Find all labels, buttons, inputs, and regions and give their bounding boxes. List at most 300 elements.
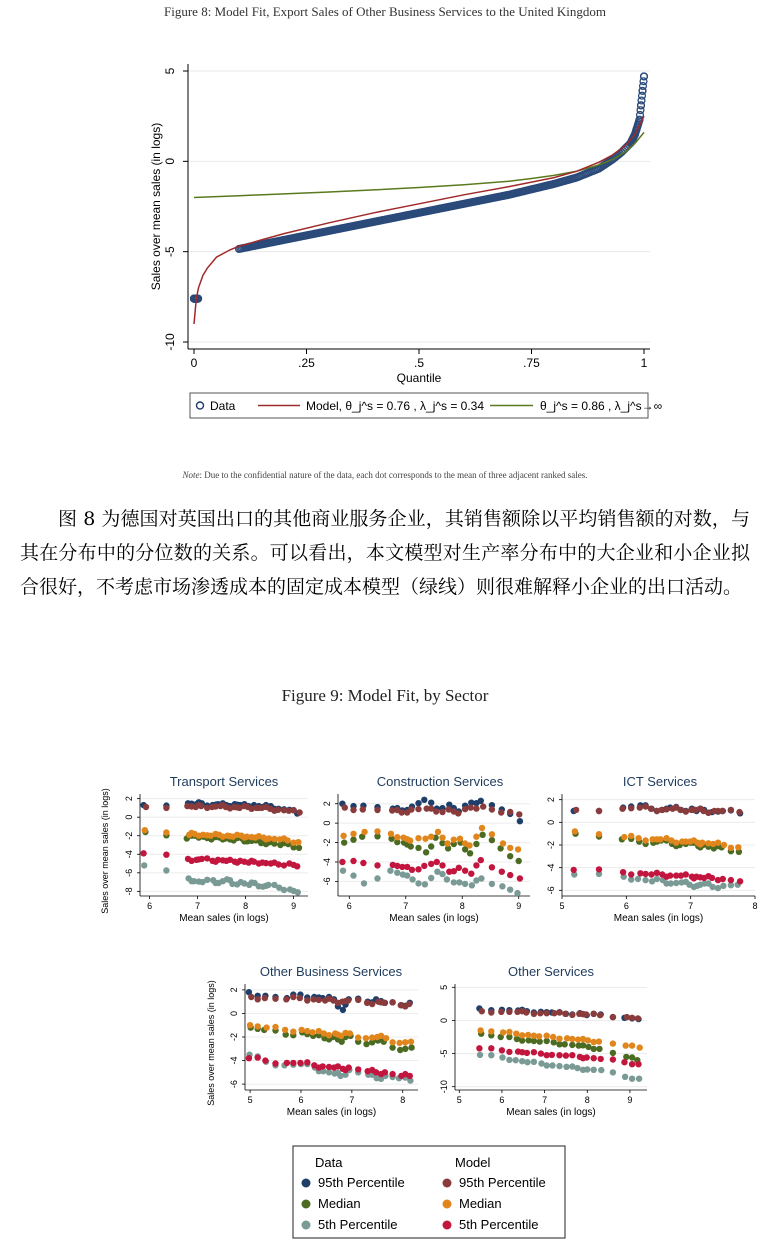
model-median-point xyxy=(544,1033,550,1039)
legend9-model-95-label: 95th Percentile xyxy=(459,1175,546,1190)
y-tick-label: -5 xyxy=(163,246,177,258)
model-95-point xyxy=(498,809,504,815)
model-median-point xyxy=(629,1042,635,1048)
model-median-point xyxy=(515,846,521,852)
model-5-point xyxy=(499,869,505,875)
y-tick-label: -10 xyxy=(439,1080,449,1094)
model-median-point xyxy=(519,1032,525,1038)
figure-8-chart xyxy=(0,0,770,460)
model-95-point xyxy=(488,1009,494,1015)
data-5-point xyxy=(387,868,393,874)
data-5-point xyxy=(478,875,484,881)
data-5-point xyxy=(451,879,457,885)
note-text: : Due to the confidential nature of the data, each dot corresponds to the mean of three adjacent ranked sales. xyxy=(199,470,588,480)
model-median-point xyxy=(309,1029,315,1035)
model-95-point xyxy=(637,804,643,810)
model-5-point xyxy=(468,871,474,877)
model-5-point xyxy=(320,1063,326,1069)
x-tick-label: 9 xyxy=(627,1095,633,1105)
sector-panel xyxy=(546,774,758,924)
x-tick-label: 8 xyxy=(243,901,249,911)
panel-title: Construction Services xyxy=(376,774,504,789)
data-5-point xyxy=(622,1074,628,1080)
y-tick-label: 0 xyxy=(163,157,177,165)
legend9-data-median-label: Median xyxy=(318,1196,361,1211)
data-5-point xyxy=(444,876,450,882)
model-95-point xyxy=(381,1000,387,1006)
model-median-point xyxy=(735,844,741,850)
model-5-point xyxy=(346,1064,352,1070)
model-95-point xyxy=(248,994,254,1000)
model-median-point xyxy=(715,840,721,846)
model-95-point xyxy=(480,803,486,809)
model-5-point xyxy=(596,866,602,872)
model-5-point xyxy=(654,870,660,876)
x-axis-label: Mean sales (in logs) xyxy=(613,913,704,924)
model-median-point xyxy=(350,831,356,837)
y-axis-label: Sales over mean sales (in logs) xyxy=(149,122,163,291)
y-tick-label: 0 xyxy=(322,820,332,826)
model-5-point xyxy=(709,875,715,881)
model-5-point xyxy=(571,867,577,873)
model-median-point xyxy=(394,834,400,840)
model-median-point xyxy=(477,1027,483,1033)
model-median-point xyxy=(272,1024,278,1030)
figure-9-chart xyxy=(0,760,770,1248)
x-tick-label: 9 xyxy=(291,901,297,911)
data-5-point xyxy=(163,867,169,873)
y-tick-label: -6 xyxy=(229,1080,239,1089)
model-median-point xyxy=(284,837,290,843)
model-95-point xyxy=(523,1009,529,1015)
model-95-point xyxy=(705,810,711,816)
data-median-point xyxy=(610,1050,616,1056)
model-median-point xyxy=(466,842,472,848)
model-median-point xyxy=(628,833,634,839)
model-median-point xyxy=(326,1032,332,1038)
data-median-point xyxy=(516,858,522,864)
model-95-point xyxy=(562,1011,568,1017)
figure-8-title: Figure 8: Model Fit, Export Sales of Other Business Services to the United Kingdom xyxy=(164,4,606,19)
model-5-point xyxy=(339,859,345,865)
sector-panel xyxy=(439,964,647,1118)
x-axis-label: Quantile xyxy=(396,371,442,385)
model-median-point xyxy=(435,829,441,835)
y-tick-label: -4 xyxy=(546,863,556,872)
model-median-point xyxy=(507,845,513,851)
x-tick-label: 7 xyxy=(688,901,694,911)
figure-9-panels xyxy=(100,774,758,1118)
model-95-point xyxy=(489,806,495,812)
model-5-point xyxy=(524,1050,530,1056)
note-label: Note xyxy=(182,470,200,480)
model-5-point xyxy=(360,860,366,866)
x-tick-label: 9 xyxy=(516,901,522,911)
model-95-point xyxy=(439,809,445,815)
model-95-point xyxy=(736,809,742,815)
model-95-point xyxy=(462,806,468,812)
y-tick-label: 2 xyxy=(229,987,239,993)
data-median-point xyxy=(569,1042,575,1048)
data-median-point xyxy=(591,1046,597,1052)
model-95-point xyxy=(262,995,268,1001)
x-tick-label: 6 xyxy=(623,901,629,911)
model-95-point xyxy=(406,1001,412,1007)
data-median-point xyxy=(596,1046,602,1052)
figure-9-legend xyxy=(293,1146,565,1238)
model-95-point xyxy=(610,1014,616,1020)
model-95-point xyxy=(663,806,669,812)
model-median-point xyxy=(255,1023,261,1029)
model-median-point xyxy=(439,835,445,841)
model-median-point xyxy=(489,831,495,837)
data-5-point xyxy=(507,887,513,893)
model-5-point xyxy=(294,863,300,869)
model-median-point xyxy=(596,831,602,837)
legend9-model-header: Model xyxy=(455,1155,491,1170)
data-median-point xyxy=(408,1044,414,1050)
data-5-point xyxy=(549,1062,555,1068)
model-5-point xyxy=(262,1057,268,1063)
model-5-point xyxy=(415,866,421,872)
model-95-point xyxy=(255,996,261,1002)
model-median-point xyxy=(637,1044,643,1050)
model-5-point xyxy=(598,1056,604,1062)
model-median-point xyxy=(444,840,450,846)
model-median-point xyxy=(657,836,663,842)
model-95-point xyxy=(683,808,689,814)
model-median-point xyxy=(298,1027,304,1033)
model-95-point xyxy=(648,806,654,812)
chinese-paragraph: 图 8 为德国对英国出口的其他商业服务企业，其销售额除以平均销售额的对数，与其在分布中的分位数的关系。可以看出，本文模型对生产率分布中的大企业和小企业拟合很好，不考虑市场渗透成本的固定成本模型（绿线）则很难解释小企业的出口活动。 xyxy=(20,508,750,598)
data-5-point xyxy=(720,883,726,889)
model-95-point xyxy=(506,1009,512,1015)
model-95-point xyxy=(479,1008,485,1014)
data-5-point xyxy=(574,1065,580,1071)
model-95-point xyxy=(355,997,361,1003)
data-5-point xyxy=(409,876,415,882)
data-5-point xyxy=(544,1062,550,1068)
data-5-point xyxy=(422,881,428,887)
model-median-point xyxy=(290,1029,296,1035)
y-tick-label: 0 xyxy=(229,1010,239,1016)
y-tick-label: -6 xyxy=(546,886,556,895)
x-axis-label: Mean sales (in logs) xyxy=(179,913,269,924)
legend-model-label: Model, θ_j^s = 0.76 , λ_j^s = 0.34 xyxy=(306,399,485,413)
x-axis-label: Mean sales (in logs) xyxy=(389,913,479,924)
x-tick-label: 1 xyxy=(640,356,648,370)
model-95-point xyxy=(296,809,302,815)
data-5-point xyxy=(513,1057,519,1063)
data-median-point xyxy=(428,843,434,849)
data-5-point xyxy=(295,889,301,895)
model-95-point xyxy=(297,995,303,1001)
model-95-point xyxy=(468,804,474,810)
model-median-point xyxy=(415,835,421,841)
model-5-point xyxy=(621,1059,627,1065)
data-5-point xyxy=(204,877,210,883)
data-median-point xyxy=(423,849,429,855)
model-5-point xyxy=(421,863,427,869)
model-5-point xyxy=(489,864,495,870)
model-median-point xyxy=(396,1040,402,1046)
x-tick-label: 8 xyxy=(459,901,465,911)
x-tick-label: 8 xyxy=(584,1095,590,1105)
model-median-point xyxy=(596,1038,602,1044)
model-median-point xyxy=(536,1033,542,1039)
model-95-point xyxy=(415,806,421,812)
data-median-point xyxy=(408,843,414,849)
model-median-point xyxy=(402,1039,408,1045)
model-5-point xyxy=(304,1059,310,1065)
model-5-point xyxy=(563,1052,569,1058)
data-5-point xyxy=(673,880,679,886)
model-5-point xyxy=(290,1060,296,1066)
model-5-point xyxy=(389,1071,395,1077)
model-median-point xyxy=(479,825,485,831)
model-5-point xyxy=(284,1060,290,1066)
model-median-point xyxy=(247,1022,253,1028)
data-95-point xyxy=(517,818,523,824)
data-5-point xyxy=(563,1064,569,1070)
model-95-point xyxy=(719,808,725,814)
data-5-point xyxy=(428,875,434,881)
model-5-point xyxy=(728,877,734,883)
model-median-point xyxy=(506,1029,512,1035)
data-median-point xyxy=(473,841,479,847)
model-median-point xyxy=(422,836,428,842)
y-tick-label: 0 xyxy=(124,814,134,820)
model-5-point xyxy=(350,858,356,864)
y-axis-label: Sales over mean sales (in logs) xyxy=(100,788,110,914)
model-median-point xyxy=(556,1036,562,1042)
y-tick-label: -10 xyxy=(163,333,177,351)
model-5-point xyxy=(297,1060,303,1066)
data-5-point xyxy=(404,872,410,878)
y-tick-label: -2 xyxy=(322,838,332,847)
model-median-point xyxy=(610,1040,616,1046)
x-tick-label: 6 xyxy=(346,901,352,911)
data-5-point xyxy=(610,1069,616,1075)
model-95-point xyxy=(350,807,356,813)
model-95-point xyxy=(573,807,579,813)
x-tick-label: 7 xyxy=(542,1095,548,1105)
data-5-point xyxy=(499,1054,505,1060)
model-95-point xyxy=(544,1010,550,1016)
model-median-point xyxy=(635,835,641,841)
model-95-point xyxy=(629,1015,635,1021)
y-tick-label: -2 xyxy=(124,831,134,840)
model-median-point xyxy=(728,845,734,851)
model-median-point xyxy=(407,837,413,843)
model-5-point xyxy=(556,1052,562,1058)
y-tick-label: 0 xyxy=(439,1017,449,1023)
data-5-point xyxy=(709,884,715,890)
x-tick-label: 7 xyxy=(349,1095,355,1105)
data-5-point xyxy=(415,880,421,886)
model-median-point xyxy=(525,1032,531,1038)
x-axis-label: Mean sales (in logs) xyxy=(506,1107,596,1118)
data-5-point xyxy=(281,887,287,893)
model-median-point xyxy=(569,1036,575,1042)
y-tick-label: -8 xyxy=(124,887,134,896)
model-median-point xyxy=(500,1029,506,1035)
model-median-point xyxy=(699,840,705,846)
model-5-point xyxy=(591,1055,597,1061)
legend9-data-header: Data xyxy=(315,1155,343,1170)
x-tick-label: 8 xyxy=(400,1095,406,1105)
model-5-point xyxy=(629,1061,635,1067)
model-median-point xyxy=(163,829,169,835)
x-tick-label: 5 xyxy=(559,901,565,911)
panel-title: Other Services xyxy=(508,964,594,979)
model-median-point xyxy=(282,1027,288,1033)
legend9-data-5-marker xyxy=(302,1221,311,1230)
legend9-model-median-label: Median xyxy=(459,1196,502,1211)
model-95-point xyxy=(143,804,149,810)
model-5-point xyxy=(642,871,648,877)
x-tick-label: 7 xyxy=(403,901,409,911)
data-5-point xyxy=(636,1076,642,1082)
data-median-point xyxy=(479,832,485,838)
y-tick-label: -2 xyxy=(229,1032,239,1042)
data-5-point xyxy=(456,879,462,885)
model-95-point xyxy=(635,1015,641,1021)
x-tick-label: 6 xyxy=(298,1095,304,1105)
data-median-point xyxy=(350,837,356,843)
model-95-point xyxy=(275,807,281,813)
model-95-point xyxy=(374,807,380,813)
model-5-point xyxy=(610,1056,616,1062)
model-5-point xyxy=(272,1060,278,1066)
y-tick-label: -4 xyxy=(322,857,332,867)
x-axis-label: Mean sales (in logs) xyxy=(286,1107,377,1118)
data-median-point xyxy=(562,1041,568,1047)
data-median-point xyxy=(415,845,421,851)
model-95-point xyxy=(369,1001,375,1007)
data-5-point xyxy=(477,1052,483,1058)
model-5-point xyxy=(538,1050,544,1056)
data-median-point xyxy=(489,837,495,843)
model-95-point xyxy=(389,999,395,1005)
model-95-point xyxy=(556,1009,562,1015)
model-95-point xyxy=(531,1011,537,1017)
model-95-point xyxy=(537,1010,543,1016)
data-5-point xyxy=(469,882,475,888)
model-5-point xyxy=(409,867,415,873)
data-95-point xyxy=(415,800,421,806)
model-95-point xyxy=(677,807,683,813)
model-95-point xyxy=(473,805,479,811)
model-5-point xyxy=(140,850,146,856)
model-median-point xyxy=(142,827,148,833)
data-5-point xyxy=(506,1057,512,1063)
model-5-point xyxy=(428,861,434,867)
data-median-point xyxy=(296,845,302,851)
model-5-point xyxy=(478,857,484,863)
y-tick-label: -4 xyxy=(229,1056,239,1065)
model-median-point xyxy=(428,834,434,840)
data-5-point xyxy=(642,877,648,883)
model-5-point xyxy=(628,871,634,877)
model-median-point xyxy=(642,837,648,843)
figure-8-legend xyxy=(190,393,662,418)
panel-title: ICT Services xyxy=(622,774,698,789)
x-tick-label: 8 xyxy=(752,901,758,911)
sector-panel xyxy=(100,774,308,924)
x-tick-label: 5 xyxy=(247,1095,253,1105)
data-5-point xyxy=(514,890,520,896)
model-5-point xyxy=(531,1049,537,1055)
data-95-point xyxy=(478,798,484,804)
y-tick-label: 2 xyxy=(546,797,556,803)
model-median-point xyxy=(408,1039,414,1045)
data-median-point xyxy=(507,853,513,859)
model-5-point xyxy=(569,1052,575,1058)
data-median-point xyxy=(363,1041,369,1047)
model-5-point xyxy=(683,871,689,877)
model-median-point xyxy=(673,840,679,846)
model-median-point xyxy=(347,1030,353,1036)
model-median-point xyxy=(623,1042,629,1048)
model-95-point xyxy=(316,997,322,1003)
model-95-point xyxy=(619,806,625,812)
data-95-point xyxy=(421,797,427,803)
model-95-point xyxy=(597,1012,603,1018)
x-tick-label: .75 xyxy=(523,356,540,370)
model-5-point xyxy=(163,852,169,858)
legend9-model-median-marker xyxy=(443,1200,452,1209)
model-median-point xyxy=(374,828,380,834)
y-tick-label: -6 xyxy=(322,877,332,886)
model-5-point xyxy=(456,865,462,871)
model-95-point xyxy=(283,996,289,1002)
model-5-point xyxy=(720,876,726,882)
model-95-point xyxy=(516,811,522,817)
x-tick-label: 5 xyxy=(456,1095,462,1105)
legend9-data-95-marker xyxy=(302,1179,311,1188)
data-5-point xyxy=(394,870,400,876)
data-95-point xyxy=(428,800,434,806)
model-5-point xyxy=(476,1045,482,1051)
data-median-point xyxy=(402,1046,408,1052)
legend9-model-95-marker xyxy=(443,1179,452,1188)
x-tick-label: .25 xyxy=(298,356,315,370)
model-5-point xyxy=(434,859,440,865)
model-5-point xyxy=(462,868,468,874)
figure-9-title: Figure 9: Model Fit, by Sector xyxy=(281,686,489,705)
model-median-point xyxy=(295,839,301,845)
data-5-point xyxy=(439,871,445,877)
data-median-point xyxy=(580,1042,586,1048)
data-5-point xyxy=(141,862,147,868)
model-5-point xyxy=(488,1045,494,1051)
x-tick-label: .5 xyxy=(413,356,425,370)
model-95-point xyxy=(304,997,310,1003)
x-tick-label: 0 xyxy=(190,356,198,370)
data-5-point xyxy=(489,881,495,887)
model-5-point xyxy=(737,878,743,884)
model-median-point xyxy=(355,1034,361,1040)
y-tick-label: -4 xyxy=(124,850,134,859)
legend9-model-5-label: 5th Percentile xyxy=(459,1217,539,1232)
model-median-point xyxy=(363,1035,369,1041)
panel-title: Transport Services xyxy=(169,774,279,789)
data-5-point xyxy=(591,1067,597,1073)
data-5-point xyxy=(629,1076,635,1082)
data-median-point xyxy=(467,850,473,856)
y-tick-label: 5 xyxy=(163,67,177,75)
